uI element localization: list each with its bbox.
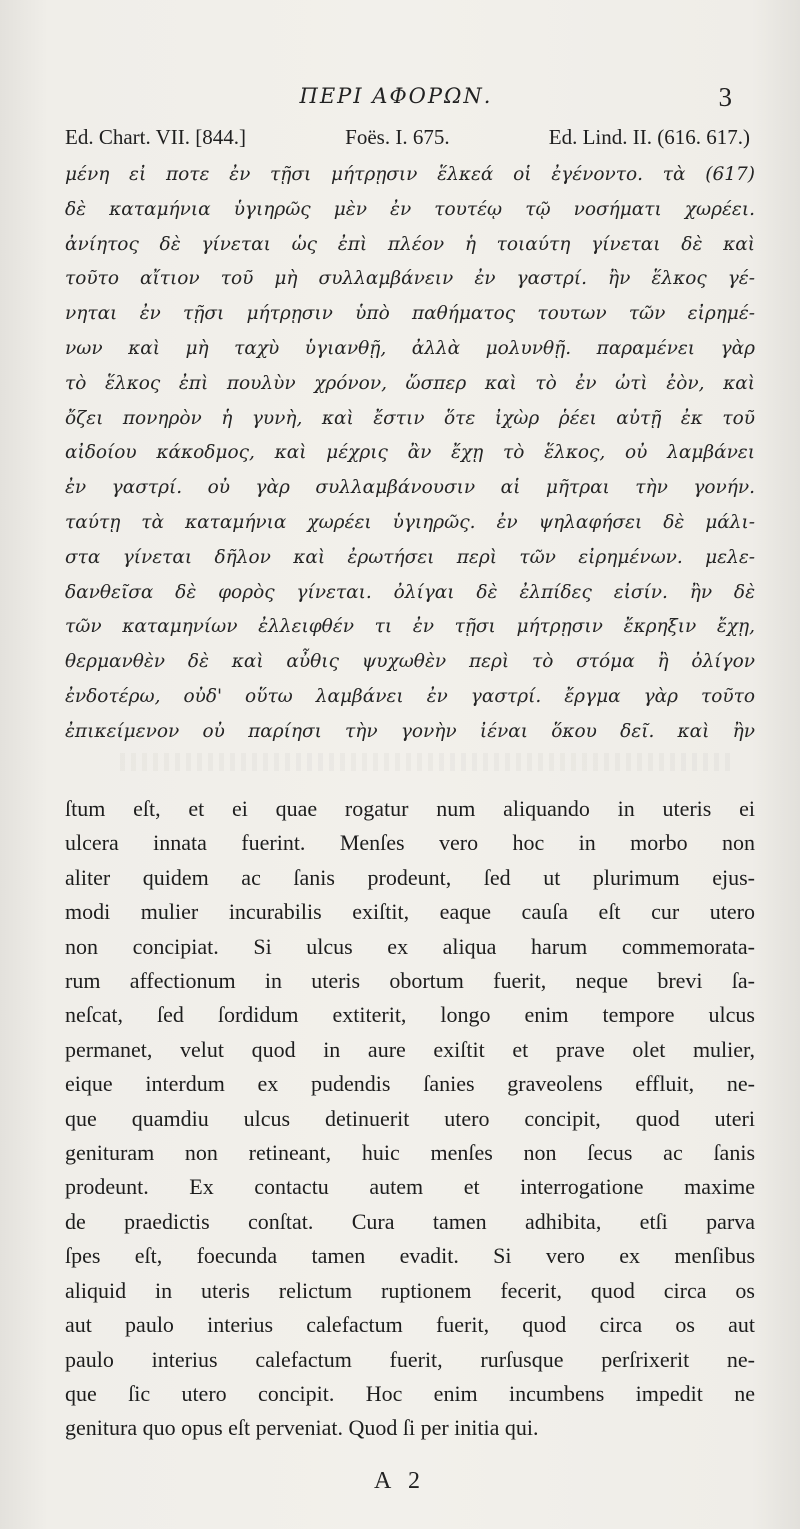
latin-line: neſcat, ſed ſordidum extiterit, longo enim tempore ulcus <box>65 1002 755 1028</box>
greek-line: στα γίνεται δῆλον καὶ ἐρωτήσει περὶ τῶν εἰρημένων. μελε- <box>65 546 755 568</box>
page-number: 3 <box>718 82 732 112</box>
foes-edition-ref: Foës. I. 675. <box>345 125 450 149</box>
greek-line: αἰδοίου κάκοδμος, καὶ μέχρις ἂν ἔχῃ τὸ ἕλκος, οὐ λαμβάνει <box>65 442 755 464</box>
greek-line: νηται ἐν τῇσι μήτρῃσιν ὑπὸ παθήματος τουτων τῶν εἰρημέ- <box>65 303 755 325</box>
latin-line: aut paulo interius calefactum fuerit, quod circa os aut <box>65 1312 755 1338</box>
lind-edition-ref: Ed. Lind. II. (616. 617.) <box>548 125 750 149</box>
greek-line: δὲ καταμήνια ὑγιηρῶς μὲν ἐν τουτέῳ τῷ νοσήματι χωρέει. <box>65 198 755 220</box>
latin-line: ſpes eſt, foecunda tamen evadit. Si vero ex menſibus <box>65 1243 755 1269</box>
latin-line: prodeunt. Ex contactu autem et interrogatione maxime <box>65 1174 755 1200</box>
latin-line: rum affectionum in uteris obortum fuerit, neque brevi ſa- <box>65 968 755 994</box>
greek-line: ἐπικείμενον οὐ παρίησι τὴν γονὴν ἰέναι ὅκου δεῖ. καὶ ἢν <box>65 720 755 742</box>
greek-line: μένη εἰ ποτε ἐν τῇσι μήτρῃσιν ἕλκεά οἱ ἐγένοντο. τὰ (617) <box>65 164 755 185</box>
latin-line: que ſic utero concipit. Hoc enim incumbens impedit ne <box>65 1380 755 1406</box>
latin-line: genitura quo opus eſt perveniat. Quod ſi per initia qui. <box>65 1415 539 1441</box>
latin-line: eique interdum ex pudendis ſanies graveolens effluit, ne- <box>65 1071 755 1097</box>
greek-line: ὄζει πονηρὸν ἡ γυνὴ, καὶ ἔστιν ὅτε ἰχὼρ ῥέει αὐτῇ ἐκ τοῦ <box>65 407 755 429</box>
latin-line: paulo interius calefactum fuerit, rurſusque perſrixerit ne- <box>65 1346 755 1372</box>
running-title: ΠΕΡΙ ΑΦΟΡΩΝ. <box>299 84 493 108</box>
greek-line: ἐνδοτέρω, οὐδ' οὕτω λαμβάνει ἐν γαστρί. ἔργμα γὰρ τοῦτο <box>65 685 755 707</box>
greek-line: νων καὶ μὴ ταχὺ ὑγιανθῇ, ἀλλὰ μολυνθῇ. παραμένει γὰρ <box>65 337 755 359</box>
greek-line: ταύτῃ τὰ καταμήνια χωρέει ὑγιηρῶς. ἐν ψηλαφήσει δὲ μάλι- <box>65 511 755 533</box>
greek-line: τὸ ἕλκος ἐπὶ πουλὺν χρόνον, ὥσπερ καὶ τὸ ἐν ὠτὶ ἐὸν, καὶ <box>65 372 755 394</box>
latin-line: aliter quidem ac ſanis prodeunt, ſed ut plurimum ejus- <box>65 864 755 890</box>
show-through-ink <box>120 753 730 771</box>
page-header <box>60 82 732 122</box>
greek-line: τοῦτο αἴτιον τοῦ μὴ συλλαμβάνειν ἐν γαστρί. ἢν ἕλκος γέ- <box>65 268 755 290</box>
latin-text-block <box>65 792 755 1446</box>
latin-line: ulcera innata fuerint. Menſes vero hoc in morbo non <box>65 830 755 856</box>
greek-line: ἐν γαστρί. οὐ γὰρ συλλαμβάνουσιν αἱ μῆτραι τὴν γονήν. <box>65 477 755 499</box>
latin-line: aliquid in uteris relictum ruptionem fecerit, quod circa os <box>65 1277 755 1303</box>
latin-line: modi mulier incurabilis exiſtit, eaque cauſa eſt cur utero <box>65 899 755 925</box>
greek-text-block <box>65 158 755 750</box>
latin-line: de praedictis conſtat. Cura tamen adhibita, etſi parva <box>65 1208 755 1234</box>
greek-line: δανθεῖσα δὲ φορὸς γίνεται. ὀλίγαι δὲ ἐλπίδες εἰσίν. ἢν δὲ <box>65 581 755 603</box>
chart-edition-ref: Ed. Chart. VII. [844.] <box>65 125 246 149</box>
edition-reference-line <box>65 125 750 159</box>
greek-line: θερμανθὲν δὲ καὶ αὖθις ψυχωθὲν περὶ τὸ στόμα ἢ ὀλίγον <box>65 651 755 673</box>
latin-line: non concipiat. Si ulcus ex aliqua harum commemorata- <box>65 933 755 959</box>
greek-line: τῶν καταμηνίων ἐλλειφθέν τι ἐν τῇσι μήτρῃσιν ἔκρηξιν ἔχῃ, <box>65 616 755 638</box>
latin-line: permanet, velut quod in aure exiſtit et prave olet mulier, <box>65 1036 755 1062</box>
latin-line: genituram non retineant, huic menſes non ſecus ac ſanis <box>65 1140 755 1166</box>
latin-line: que quamdiu ulcus detinuerit utero concipit, quod uteri <box>65 1105 755 1131</box>
signature-mark: A 2 <box>373 1468 426 1494</box>
latin-line: ſtum eſt, et ei quae rogatur num aliquando in uteris ei <box>65 796 755 821</box>
greek-line: ἀνίητος δὲ γίνεται ὡς ἐπὶ πλέον ἡ τοιαύτη γίνεται δὲ καὶ <box>65 233 755 255</box>
